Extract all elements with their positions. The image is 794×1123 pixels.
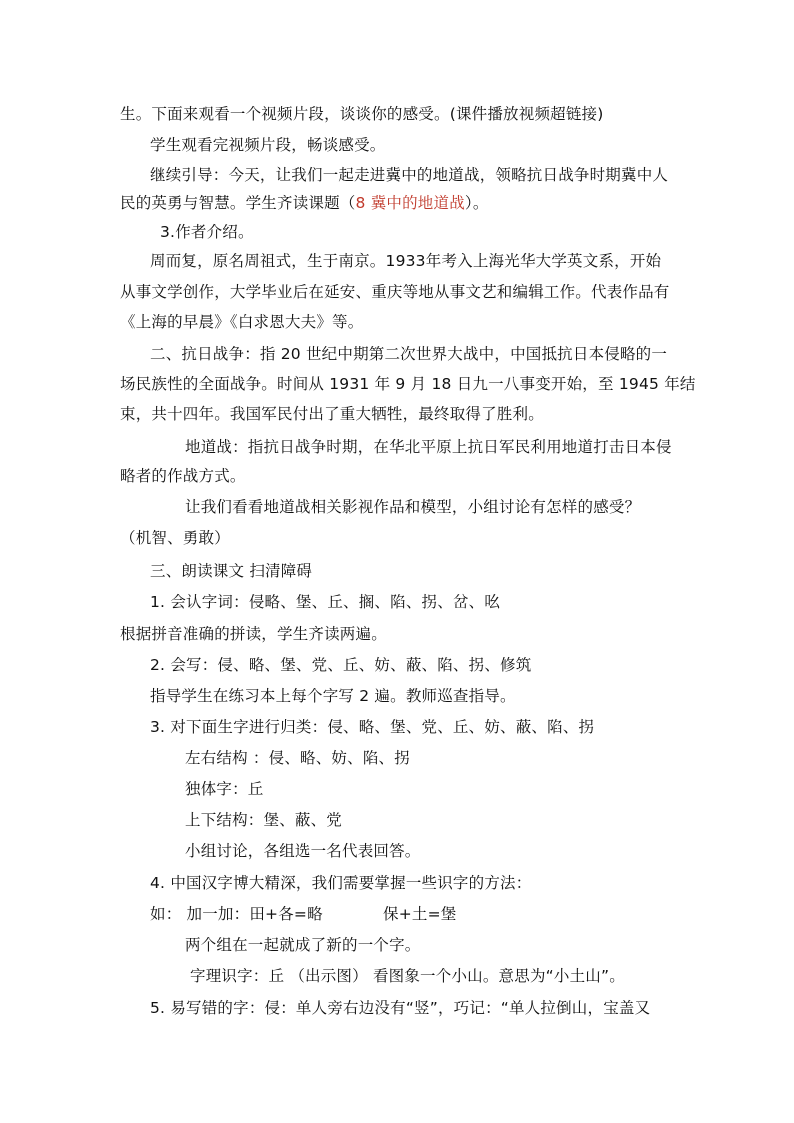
text-line: 字理识字：丘 （出示图） 看图象一个小山。意思为“小土山”。 <box>190 967 625 985</box>
section-heading: 3.作者介绍。 <box>160 223 254 241</box>
text-line: 小组讨论，各组选一名代表回答。 <box>185 842 421 860</box>
text-line: 场民族性的全面战争。时间从 1931 年 9 月 18 日九一八事变开始，至 1945 年结 <box>120 375 696 393</box>
text-line: 《上海的早晨》《白求恩大夫》等。 <box>120 313 364 331</box>
section-heading: 二、抗日战争：指 20 世纪中期第二次世界大战中，中国抵抗日本侵略的一 <box>150 345 668 363</box>
text-line: 继续引导：今天，让我们一起走进冀中的地道战，领略抗日战争时期冀中人 <box>150 166 669 184</box>
text-line: 如： 加一加：田+各=略 <box>150 905 323 923</box>
text-line: 两个组在一起就成了新的一个字。 <box>185 936 421 954</box>
text-line: 指导学生在练习本上每个字写 2 遍。教师巡查指导。 <box>150 687 516 705</box>
text-line: 束，共十四年。我国军民付出了重大牺牲，最终取得了胜利。 <box>120 405 544 423</box>
list-item: 1. 会认字词：侵略、堡、丘、搁、陷、拐、岔、吆 <box>150 593 501 611</box>
text-line: 独体字：丘 <box>185 780 264 798</box>
text-segment: 民的英勇与智慧。学生齐读课题（ <box>120 194 356 212</box>
text-line: 根据拼音准确的拼读，学生齐读两遍。 <box>120 625 387 643</box>
list-item: 4. 中国汉字博大精深，我们需要掌握一些识字的方法： <box>150 874 532 892</box>
text-line: 上下结构：堡、蔽、党 <box>185 811 343 829</box>
lesson-title: 8 冀中的地道战 <box>355 194 465 212</box>
text-line: 让我们看看地道战相关影视作品和模型，小组讨论有怎样的感受？ <box>185 498 641 516</box>
text-line: 略者的作战方式。 <box>120 467 246 485</box>
list-item: 5. 易写错的字：侵：单人旁右边没有“竖”，巧记：“单人拉倒山，宝盖又 <box>150 999 651 1017</box>
text-line: 周而复，原名周祖式，生于南京。1933年考入上海光华大学英文系，开始 <box>150 252 662 270</box>
text-line: （机智、勇敢） <box>120 529 230 547</box>
text-line: 地道战：指抗日战争时期，在华北平原上抗日军民利用地道打击日本侵 <box>185 438 672 456</box>
text-line: 从事文学创作，大学毕业后在延安、重庆等地从事文艺和编辑工作。代表作品有 <box>120 283 670 301</box>
text-line: 生。下面来观看一个视频片段，谈谈你的感受。(课件播放视频超链接) <box>120 105 604 123</box>
list-item: 2. 会写：侵、略、堡、党、丘、妨、蔽、陷、拐、修筑 <box>150 656 532 674</box>
text-line: 保+土=堡 <box>383 905 457 923</box>
text-line: 左右结构 ：侵、略、妨、陷、拐 <box>185 749 410 767</box>
text-segment: ）。 <box>464 194 489 212</box>
text-line <box>120 193 489 213</box>
text-line: 学生观看完视频片段，畅谈感受。 <box>150 136 386 154</box>
section-heading: 三、朗读课文 扫清障碍 <box>150 562 313 580</box>
list-item: 3. 对下面生字进行归类：侵、略、堡、党、丘、妨、蔽、陷、拐 <box>150 718 595 736</box>
